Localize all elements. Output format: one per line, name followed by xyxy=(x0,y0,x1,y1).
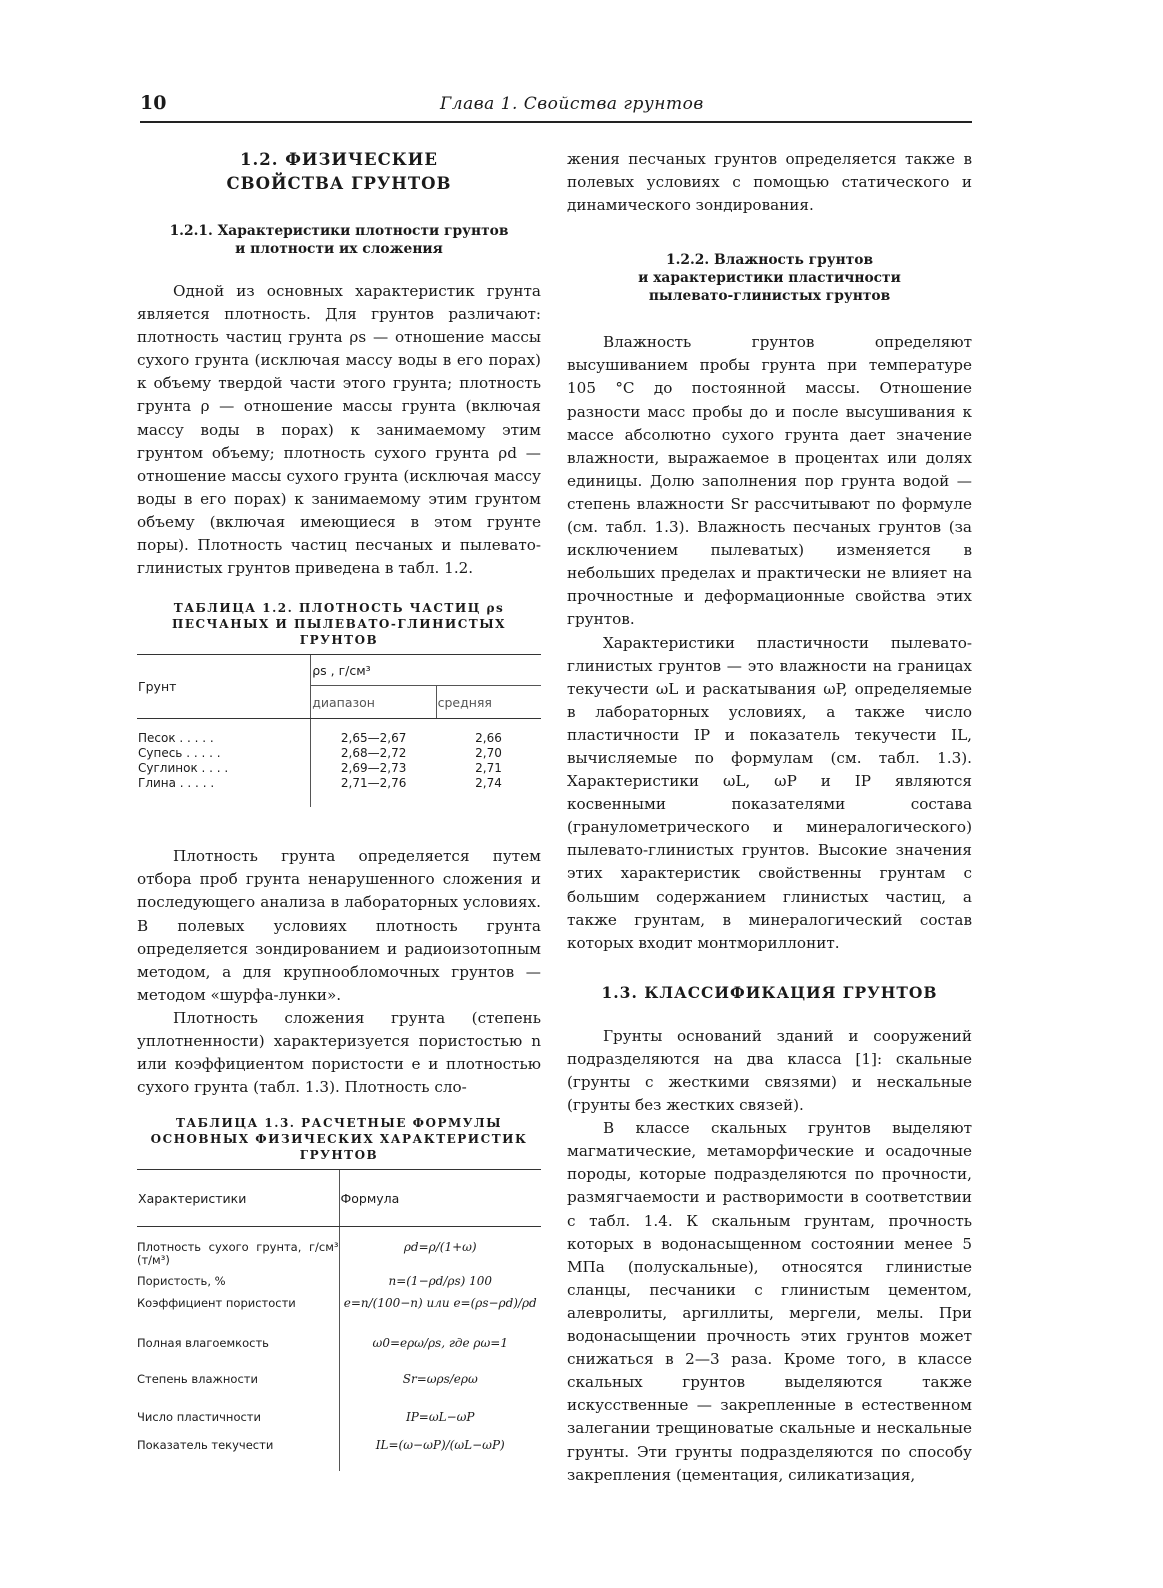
subsection-title-line: и плотности их сложения xyxy=(235,241,443,257)
table-cell: Число пластичности xyxy=(137,1410,261,1425)
column-header: Формула xyxy=(339,1170,541,1227)
table-cell: Глина . . . . . xyxy=(138,776,215,791)
header-rule xyxy=(140,121,972,123)
paragraph: Грунты оснований зданий и сооружений подразделяются на два класса [1]: скальные (грунты с жесткими связями) и нескальные (грунты без жестких связей). xyxy=(567,1026,972,1115)
paragraph: В классе скальных грунтов выделяют магматические, метаморфические и осадочные породы, которые подразделяются по прочности, размягчаемости и растворимости в соответствии с табл. 1.4. К скальным грунтам, прочность которых в водонасыщенном состоянии менее 5 МПа (полускальные), относятся глинистые сланцы, песчаники с глинистым цементом, алевролиты, аргиллиты, мергели, мелы. При водонасыщении прочность этих грунтов может снижаться в 2—3 раза. Кроме того, в классе скальных грунтов выделяются также искусственные — закрепленные в естественном залегании трещиноватые скальные и нескальные грунты. Эти грунты подразделяются по способу закрепления (цементация, силикатизация, xyxy=(567,1119,972,1484)
right-column xyxy=(567,148,972,1487)
table-row xyxy=(137,1335,541,1371)
paragraph: Характеристики пластичности пылевато-глинистых грунтов — это влажности на границах текучести ωL и раскатывания ωP, определяемые в лабораторных условиях, а также число пластичности IP и показатель текучести IL, вычисляемые по формулам (см. табл. 1.3). Характеристики ωL, ωP и IP являются косвенными показателями состава (гранулометрического и минералогического) пылевато-глинистых грунтов. Высокие значения этих характеристик свойственны грунтам с большим содержанием глинистых частиц, а также грунтам, в минералогический состав которых входит монтмориллонит. xyxy=(567,633,972,952)
paragraph: Плотность сложения грунта (степень уплотненности) характеризуется пористостью n или коэффициентом пористости e и плотностью сухого грунта (табл. 1.3). Плотность сло- xyxy=(137,1008,541,1097)
formula-cell: IL=(ω−ωP)/(ωL−ωP) xyxy=(339,1437,541,1471)
table-cell: 2,70 xyxy=(475,746,502,761)
formula-cell: ω0=eρω/ρs, где ρω=1 xyxy=(339,1335,541,1371)
table-cell: 2,74 xyxy=(475,776,502,791)
subsection-title-line: 1.2.1. Характеристики плотности грунтов xyxy=(169,223,509,239)
table-row xyxy=(137,1239,541,1273)
caption-line: ТАБЛИЦА 1.3. РАСЧЕТНЫЕ ФОРМУЛЫ xyxy=(175,1116,503,1131)
table-row xyxy=(137,1371,541,1409)
table-cell: 2,71—2,76 xyxy=(311,776,436,791)
caption-line: ТАБЛИЦА 1.2. ПЛОТНОСТЬ ЧАСТИЦ ρs xyxy=(173,601,505,616)
table-cell: Плотность сухого грунта, г/см³ (т/м³) xyxy=(137,1240,339,1268)
column-header: средняя xyxy=(436,686,541,719)
table-cell: Полная влагоемкость xyxy=(137,1336,269,1351)
table-row xyxy=(137,1295,541,1335)
table-row xyxy=(137,1409,541,1437)
table-1-2 xyxy=(137,654,541,807)
caption-line: ОСНОВНЫХ ФИЗИЧЕСКИХ ХАРАКТЕРИСТИК xyxy=(150,1132,528,1147)
table-row xyxy=(137,746,541,761)
formula-cell: IP=ωL−ωP xyxy=(339,1409,541,1437)
column-header: Грунт xyxy=(137,655,311,719)
table-1-3 xyxy=(137,1169,541,1471)
table-cell: Степень влажности xyxy=(137,1372,258,1387)
table-cell: 2,65—2,67 xyxy=(311,731,436,746)
column-header: диапазон xyxy=(311,686,436,719)
table-cell: Песок . . . . . xyxy=(138,731,214,746)
table-row xyxy=(137,1437,541,1471)
table-row xyxy=(137,776,541,791)
paragraph: Плотность грунта определяется путем отбора проб грунта ненарушенного сложения и последующего анализа в лабораторных условиях. В полевых условиях плотность грунта определяется зондированием и радиоизотопным методом, а для крупнообломочных грунтов — методом «шурфа-лунки». xyxy=(137,847,541,1004)
section-title-line: СВОЙСТВА ГРУНТОВ xyxy=(226,174,452,193)
table-cell: Суглинок . . . . xyxy=(138,761,229,776)
table-cell: 2,71 xyxy=(475,761,502,776)
column-header: ρs , г/см³ xyxy=(311,655,541,686)
subsection-title-line: 1.2.2. Влажность грунтов xyxy=(665,252,874,269)
table-row xyxy=(137,1273,541,1295)
table-row xyxy=(137,761,541,776)
formula-cell: ρd=ρ/(1+ω) xyxy=(339,1239,541,1273)
paragraph: Влажность грунтов определяют высушиванием пробы грунта при температуре 105 °С до постоянной массы. Отношение разности масс пробы до и после высушивания к массе абсолютно сухого грунта дает значение влажности, выражаемое в процентах или долях единицы. Долю заполнения пор грунта водой — степень влажности Sr рассчитывают по формуле (см. табл. 1.3). Влажность песчаных грунтов (за исключением пылеватых) изменяется в небольших пределах и практически не влияет на прочностные и деформационные свойства этих грунтов. xyxy=(567,333,972,629)
table-1-2-caption xyxy=(137,600,541,648)
table-1-3-caption xyxy=(137,1115,541,1163)
formula-cell: Sr=ωρs/eρω xyxy=(339,1371,541,1409)
subsection-title-1-2-2 xyxy=(567,251,972,305)
caption-line: ПЕСЧАНЫХ И ПЫЛЕВАТО-ГЛИНИСТЫХ ГРУНТОВ xyxy=(172,617,506,648)
paragraph: Одной из основных характеристик грунта является плотность. Для грунтов различают: плотность частиц грунта ρs — отношение массы сухого грунта (исключая массу воды в его порах) к объему твердой части этого грунта; плотность грунта ρ — отношение массы грунта (включая массу воды в порах) к занимаемому этим грунтом объему; плотность сухого грунта ρd — отношение массы сухого грунта (исключая массу воды в его порах) к занимаемому этим грунтом объему (включая имеющиеся в этом грунте поры). Плотность частиц песчаных и пылевато-глинистых грунтов приведена в табл. 1.2. xyxy=(137,282,541,578)
table-cell: 2,69—2,73 xyxy=(311,761,436,776)
table-cell: Коэффициент пористости xyxy=(137,1296,296,1311)
running-title: Глава 1. Свойства грунтов xyxy=(440,94,704,114)
subsection-title-line: пылевато-глинистых грунтов xyxy=(648,288,891,305)
section-title-1-3: 1.3. КЛАССИФИКАЦИЯ ГРУНТОВ xyxy=(601,982,938,1002)
paragraph: жения песчаных грунтов определяется также в полевых условиях с помощью статического и динамического зондирования. xyxy=(567,150,972,215)
caption-line: ГРУНТОВ xyxy=(299,1148,379,1163)
table-row xyxy=(137,731,541,746)
table-cell: 2,66 xyxy=(475,731,502,746)
column-header: Характеристики xyxy=(137,1170,339,1227)
table-cell: Пористость, % xyxy=(137,1274,226,1289)
table-cell: Показатель текучести xyxy=(137,1438,274,1453)
section-title-1-2 xyxy=(137,148,541,196)
table-cell: 2,68—2,72 xyxy=(311,746,436,761)
formula-cell: e=n/(100−n) или e=(ρs−ρd)/ρd xyxy=(339,1295,541,1335)
table-cell: Супесь . . . . . xyxy=(138,746,221,761)
subsection-title-1-2-1 xyxy=(137,222,541,258)
formula-cell: n=(1−ρd/ρs) 100 xyxy=(339,1273,541,1295)
subsection-title-line: и характеристики пластичности xyxy=(638,270,901,287)
page-number: 10 xyxy=(140,92,167,114)
left-column xyxy=(137,148,541,1471)
section-title-line: 1.2. ФИЗИЧЕСКИЕ xyxy=(240,150,438,169)
